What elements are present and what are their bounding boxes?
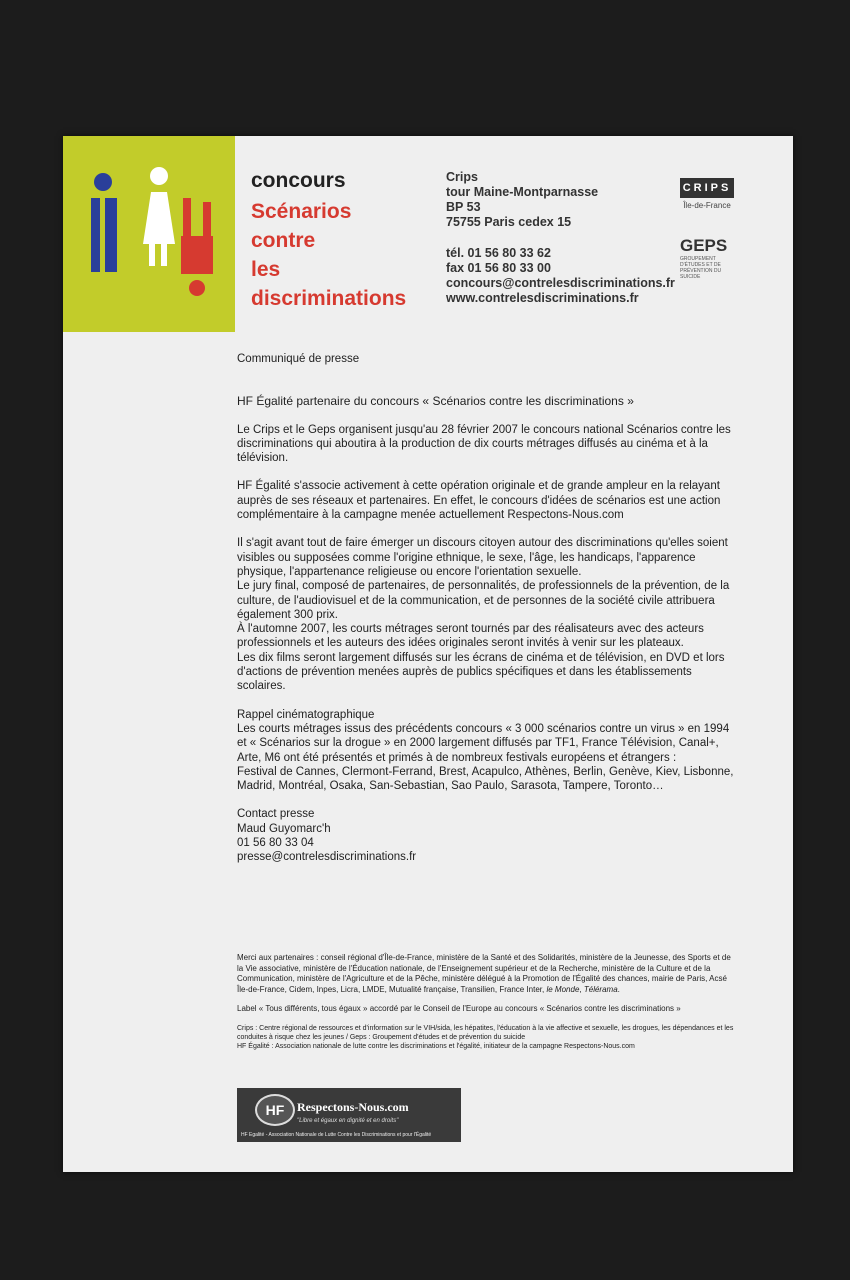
hf-logo: HF	[255, 1094, 295, 1126]
campaign-title	[251, 166, 406, 313]
contact-email: presse@contrelesdiscriminations.fr	[237, 851, 417, 864]
partner-telerama: Télérama	[583, 984, 618, 994]
crips-region: Île-de-France	[683, 201, 731, 210]
headline: HF Égalité partenaire du concours « Scénarios contre les discriminations »	[237, 394, 634, 409]
rappel-text: Les courts métrages issus des précédents concours « 3 000 scénarios contre un virus » en 1994 et « Scénarios sur la drogue » en 2000 largement diffusés par TF1, France Télévision, Canal+, Arte, M6 ont été présentés et primés à de nombreux festivals européens et étrangers :	[237, 722, 730, 764]
definition-crips-geps: Crips : Centre régional de ressources et d'information sur le VIH/sida, les hépatites, l'éducation à la vie affective et sexuelle, les drogues, les dépendances et les conduites à risque chez les jeunes / Geps : Groupement d'études et de prévention du suicide	[237, 1024, 734, 1041]
partners-thanks: Merci aux partenaires : conseil régional d'Île-de-France, ministère de la Santé et des Solidarités, ministère de la Jeunesse, des Sports et de la Vie associative, ministère de l'Éducation nationale, de l'Enseignement supérieur et de la Recherche, ministère de la Culture et de la Communication, ministère de l'Agriculture et de la Pêche, ministère délégué à la Promotion de l'Égalité des chances, mairie de Paris, Acsé Île-de-France, Cidem, Inpes, Licra, LMDE, Mutualité française, Transilien, France Inter, le Monde, Télérama.	[237, 953, 731, 994]
crips-logo-text: CRIPS	[680, 178, 734, 198]
email: concours@contrelesdiscriminations.fr	[446, 276, 675, 290]
definitions	[237, 1024, 737, 1051]
banner-site: Respectons-Nous.com	[297, 1100, 409, 1114]
figures-icon	[63, 136, 235, 332]
contact-title: Contact presse	[237, 808, 315, 821]
partner-le-monde: le Monde	[546, 984, 580, 994]
partners-list: Merci aux partenaires : conseil régional d'Île-de-France, ministère de la Santé et des Solidarités, ministère de la Jeunesse, des Sports et de la Vie associative, ministère de l'Éducation nationale, de l'Enseignement supérieur et de la Recherche, ministère de la Culture et de la Communication, ministère de l'Agriculture et de la Pêche, ministère délégué à la Promotion de l'Égalité des chances, mairie de Paris, Acsé Île-de-France, Cidem, Inpes, Licra, LMDE, Mutualité française, Transilien, France Inter,	[237, 953, 731, 994]
website: www.contrelesdiscriminations.fr	[446, 291, 639, 305]
city: 75755 Paris cedex 15	[446, 215, 572, 229]
paragraph-2: HF Égalité s'associe activement à cette opération originale et de grande ampleur en la relayant auprès de ses réseaux et partenaires. En effet, le concours d'idées de scénarios est une action complémentaire à la campagne menée actuellement Respectons-Nous.com	[237, 480, 721, 522]
address-block	[446, 170, 675, 306]
po-box: BP 53	[446, 200, 481, 214]
kicker: Communiqué de presse	[237, 353, 360, 365]
paragraph-3b: Le jury final, composé de partenaires, de personnalités, de professionnels de la prévention, de la culture, de l'audiovisuel et de la communication, et de personnes de la société civile attribuera également 300 prix.	[237, 580, 730, 621]
street: tour Maine-Montparnasse	[446, 185, 599, 199]
rappel-festivals: Festival de Cannes, Clermont-Ferrand, Brest, Acapulco, Athènes, Berlin, Genève, Kiev, Lisbonne, Madrid, Montréal, Osaka, San-Sebastian, Sao Paulo, Sarasota, Tampere, Toronto…	[237, 765, 734, 793]
campaign-line-les: les	[251, 258, 281, 281]
geps-logo	[680, 236, 736, 280]
geps-subtitle: GROUPEMENT D'ÉTUDES ET DE PRÉVENTION DU SUICIDE	[680, 256, 722, 280]
campaign-line-concours: concours	[251, 169, 346, 192]
crips-logo	[680, 178, 734, 210]
banner-footer: HF Egalité - Association Nationale de Lutte Contre les Discriminations et pour l'Égalité	[241, 1132, 432, 1138]
campaign-logo	[63, 136, 235, 332]
geps-logo-text: GEPS	[680, 236, 728, 255]
campaign-line-contre: contre	[251, 229, 316, 252]
phone: tél. 01 56 80 33 62	[446, 246, 551, 260]
rappel-section	[237, 708, 737, 794]
rappel-title: Rappel cinématographique	[237, 708, 375, 721]
contact-section	[237, 807, 737, 864]
paragraph-3a: Il s'agit avant tout de faire émerger un discours citoyen autour des discriminations qu'elles soient visibles ou supposées comme l'origine ethnique, le sexe, l'âge, les handicaps, l'apparence physique, l'appartenance religieuse ou encore l'orientation sexuelle.	[237, 537, 728, 578]
campaign-line-scenarios: Scénarios	[251, 200, 352, 223]
footer-notes	[237, 953, 737, 1051]
press-release-page	[63, 136, 793, 1172]
contact-name: Maud Guyomarc'h	[237, 822, 331, 835]
contact-phone: 01 56 80 33 04	[237, 837, 314, 850]
paragraph-3	[237, 536, 737, 693]
banner-motto: "Libre et égaux en dignité et en droits"	[297, 1118, 399, 1124]
paragraph-3d: Les dix films seront largement diffusés sur les écrans de cinéma et de télévision, en DVD et lors d'actions de prévention menées auprès de publics spécifiques et dans les établissements scolaires.	[237, 651, 725, 693]
campaign-line-discriminations: discriminations	[251, 287, 407, 310]
respectons-nous-banner	[237, 1088, 461, 1142]
definition-hf: HF Égalité : Association nationale de lutte contre les discriminations et l'égalité, initiateur de la campagne Respectons-Nous.com	[237, 1042, 635, 1050]
fax: fax 01 56 80 33 00	[446, 261, 551, 275]
press-release-body	[237, 352, 737, 865]
label-note: Label « Tous différents, tous égaux » accordé par le Conseil de l'Europe au concours « Scénarios contre les discriminations »	[237, 1004, 681, 1013]
paragraph-3c: À l'automne 2007, les courts métrages seront tournés par des réalisateurs avec des acteurs professionnels et les auteurs des idées originales seront invités à venir sur les plateaux.	[237, 623, 704, 650]
org-name: Crips	[446, 170, 478, 184]
paragraph-1: Le Crips et le Geps organisent jusqu'au 28 février 2007 le concours national Scénarios contre les discriminations qui aboutira à la production de dix courts métrages diffusés au cinéma et à la télévision.	[237, 423, 731, 465]
